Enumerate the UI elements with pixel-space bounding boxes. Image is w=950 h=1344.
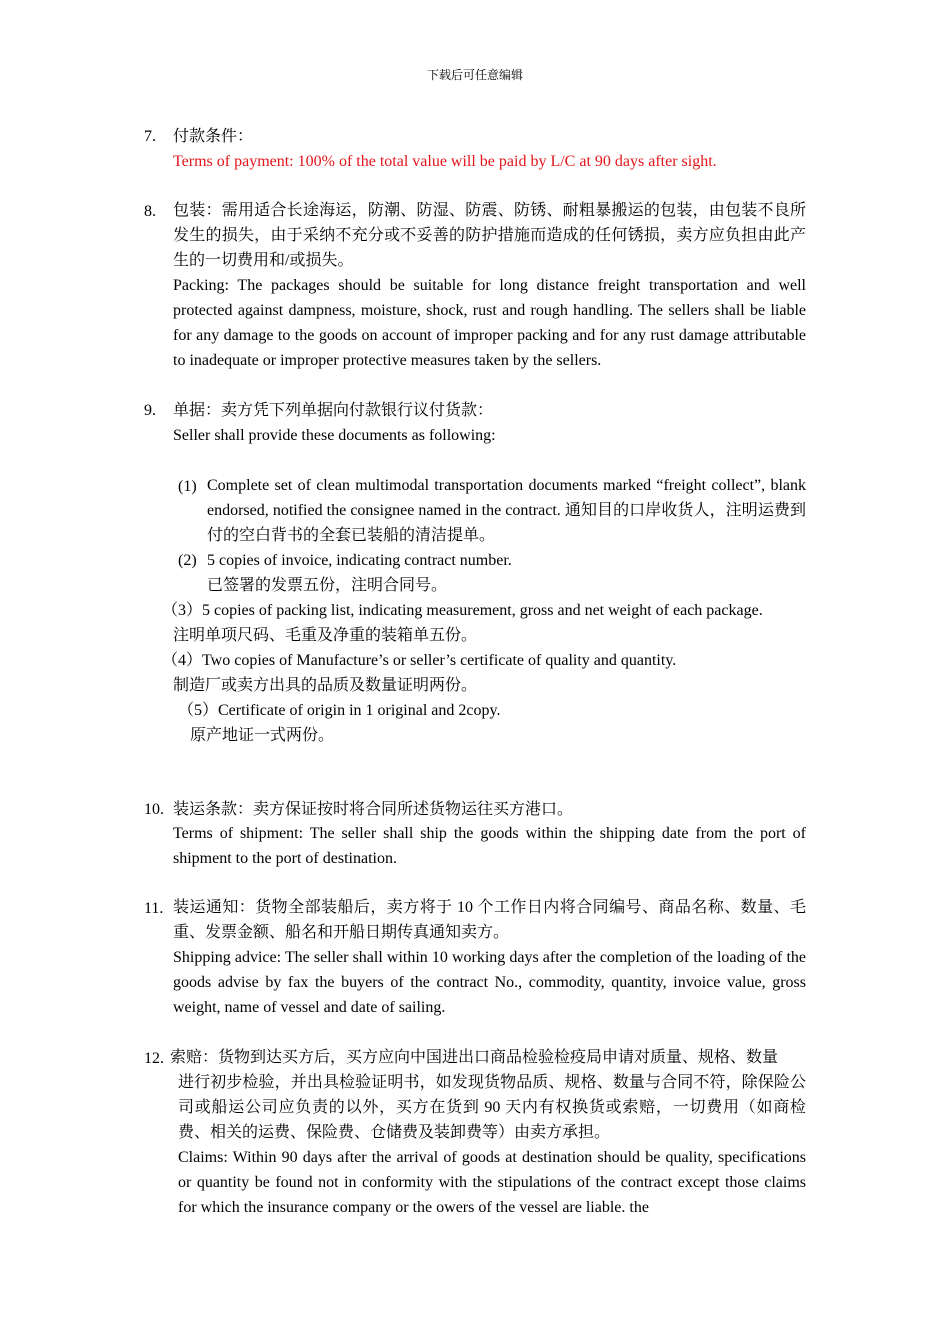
section-12-chinese-first-line: 索赔：货物到达买方后，买方应向中国进出口商品检验检疫局申请对质量、规格、数量 <box>170 1049 779 1066</box>
section-11-chinese-text: 装运通知：货物全部装船后，卖方将于 10 个工作日内将合同编号、商品名称、数量、毛重、发票金额、船名和开船日期传真通知卖方。 <box>173 899 806 941</box>
section-7-heading: 付款条件： <box>173 128 254 145</box>
section-7-payment-terms: Terms of payment: 100% of the total value will be paid by L/C at 90 days after sight. <box>173 153 717 170</box>
doc-item-5-english: （5）Certificate of origin in 1 original and 2copy. <box>178 702 501 719</box>
doc-item-1-text: Complete set of clean multimodal transportation documents marked “freight collect”, blank endorsed, notified the consignee named in the contract. 通知目的口岸收货人，注明运费到付的空白背书的全套已装船的清洁提单。 <box>207 477 806 544</box>
section-12-number: 12. <box>144 1050 164 1067</box>
section-12-chinese-text: 进行初步检验，并出具检验证明书，如发现货物品质、规格、数量与合同不符，除保险公司或船运公司应负责的以外，买方在货到 90 天内有权换货或索赔，一切费用（如商检费、相关的运费、保险费、仓储费及装卸费等）由卖方承担。 <box>178 1074 806 1141</box>
doc-item-2-chinese: 已签署的发票五份，注明合同号。 <box>207 577 448 594</box>
section-9-intro: Seller shall provide these documents as following: <box>173 427 496 444</box>
section-11-number: 11. <box>144 900 164 917</box>
doc-item-3-chinese: 注明单项尺码、毛重及净重的装箱单五份。 <box>173 627 478 644</box>
section-10-heading: 装运条款：卖方保证按时将合同所述货物运往买方港口。 <box>173 801 574 818</box>
doc-item-4-english: （4）Two copies of Manufacture’s or seller’s certificate of quality and quantity. <box>162 652 677 669</box>
section-8-english-text: Packing: The packages should be suitable for long distance freight transportation and well protected against dampness, moisture, shock, rust and rough handling. The sellers shall be liable for any damage to the goods on account of improper packing and for any rust damage attributable to inadequate or improper protective measures taken by the sellers. <box>173 277 806 369</box>
section-11-english-text: Shipping advice: The seller shall within 10 working days after the completion of the loading of the goods advise by fax the buyers of the contract No., commodity, quantity, invoice value, gross weight, name of vessel and date of sailing. <box>173 949 806 1016</box>
doc-item-5-chinese: 原产地证一式两份。 <box>190 727 335 744</box>
doc-item-2-number: (2) <box>178 552 197 569</box>
doc-item-4-chinese: 制造厂或卖方出具的品质及数量证明两份。 <box>173 677 478 694</box>
page-header: 下载后可任意编辑 <box>426 68 523 82</box>
doc-item-3-english: （3）5 copies of packing list, indicating measurement, gross and net weight of each package. <box>162 602 763 619</box>
section-7-number: 7. <box>144 128 156 145</box>
doc-item-1-number: (1) <box>178 478 197 495</box>
section-12-english-text: Claims: Within 90 days after the arrival of goods at destination should be quality, specifications or quantity be found not in conformity with the stipulations of the contract except those claims for which the insurance company or the owers of the vessel are liable. the <box>178 1149 806 1216</box>
section-9-heading: 单据：卖方凭下列单据向付款银行议付货款： <box>173 402 494 419</box>
section-9-number: 9. <box>144 402 156 419</box>
section-8-chinese-text: 包装：需用适合长途海运，防潮、防湿、防震、防锈、耐粗暴搬运的包装，由包装不良所发生的损失，由于采纳不充分或不妥善的防护措施而造成的任何锈损，卖方应负担由此产生的一切费用和/或损失。 <box>173 202 806 269</box>
doc-item-2-english: 5 copies of invoice, indicating contract number. <box>207 552 512 569</box>
section-8-number: 8. <box>144 203 156 220</box>
section-10-english-text: Terms of shipment: The seller shall ship the goods within the shipping date from the port of shipment to the port of destination. <box>173 825 806 867</box>
section-10-number: 10. <box>144 801 164 818</box>
